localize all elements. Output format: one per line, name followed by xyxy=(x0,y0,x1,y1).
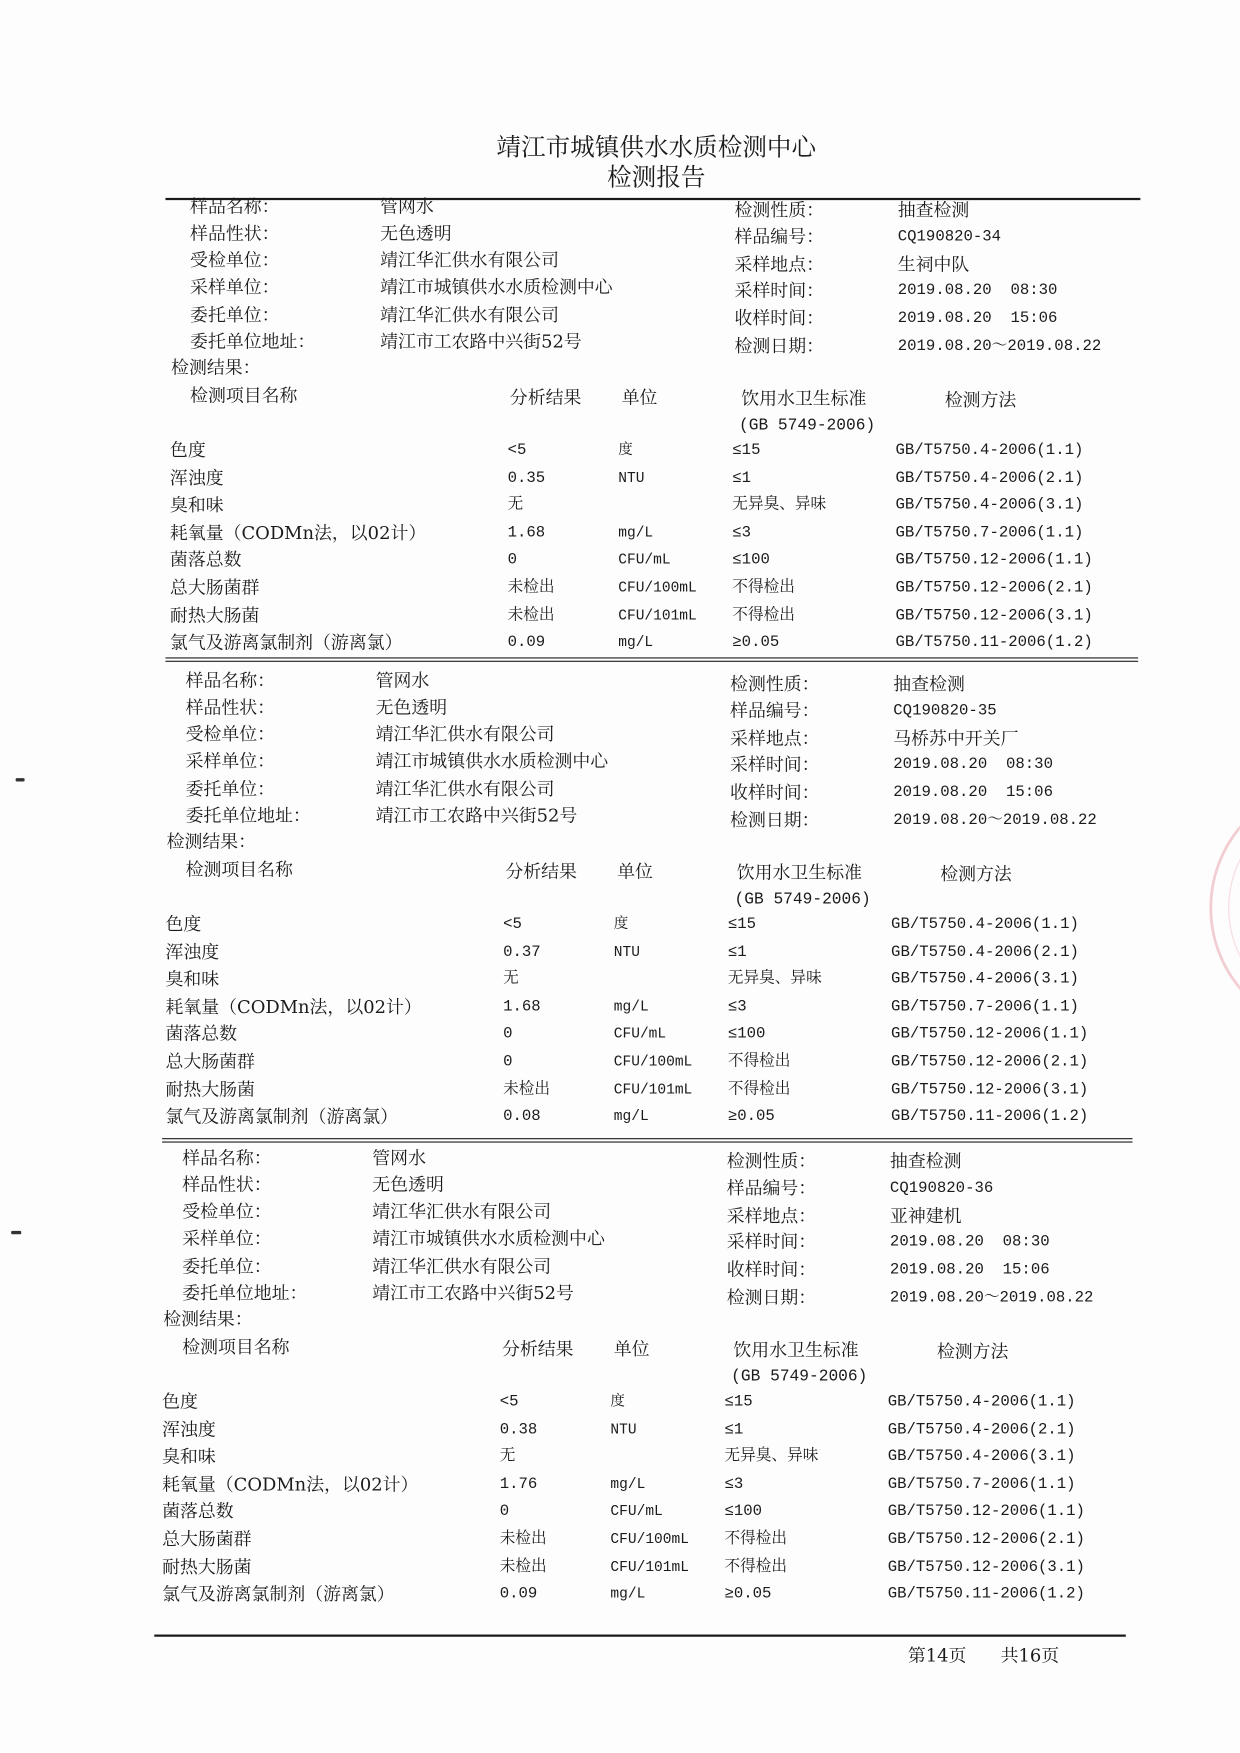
page-number: 第14页 xyxy=(907,1644,967,1666)
client-address-label: 委托单位地址： xyxy=(190,330,316,353)
table-row xyxy=(0,1106,1235,1128)
result-value: 未检出 xyxy=(499,1530,547,1549)
client-unit-value: 靖江华汇供水有限公司 xyxy=(375,778,555,800)
item-name: 浑浊度 xyxy=(169,467,224,489)
sampling-time-label: 采样时间： xyxy=(730,753,820,775)
test-type-value: 抽查检测 xyxy=(889,1150,962,1172)
result-value: 1.68 xyxy=(503,998,541,1017)
standard-limit: ≤3 xyxy=(732,524,752,543)
sample-number-value: CQ190820-35 xyxy=(893,702,997,720)
standard-limit: ≤3 xyxy=(727,998,747,1017)
test-method: GB/T5750.4-2006(1.1) xyxy=(895,441,1084,460)
result-value: 未检出 xyxy=(499,1558,547,1577)
unit: 度 xyxy=(618,441,633,459)
section-divider xyxy=(165,657,1138,661)
standard-limit: ≤100 xyxy=(724,1502,763,1521)
standard-limit: 不得检出 xyxy=(724,1558,788,1577)
table-row xyxy=(0,522,1240,544)
column-header-unit: 单位 xyxy=(617,860,653,883)
sampling-unit-label: 采样单位： xyxy=(182,1227,272,1249)
test-method: GB/T5750.12-2006(2.1) xyxy=(891,1053,1089,1072)
sampling-site-value: 生祠中队 xyxy=(897,253,970,276)
test-method: GB/T5750.4-2006(3.1) xyxy=(887,1447,1076,1466)
item-name: 氯气及游离氯制剂（游离氯） xyxy=(165,1105,399,1127)
receipt-time-value: 2019.08.20 15:06 xyxy=(897,309,1058,328)
sample-number-label: 样品编号： xyxy=(734,225,824,248)
table-row xyxy=(0,1079,1235,1101)
column-header-method: 检测方法 xyxy=(936,1340,1009,1362)
standard-limit: 无异臭、异味 xyxy=(724,1447,819,1466)
item-name: 氯气及游离氯制剂（游离氯） xyxy=(169,631,403,653)
test-method: GB/T5750.4-2006(1.1) xyxy=(887,1393,1076,1411)
table-row xyxy=(0,439,1240,461)
unit: CFU/101mL xyxy=(618,607,697,624)
unit: CFU/100mL xyxy=(618,579,697,596)
result-value: 无 xyxy=(499,1447,516,1466)
unit: CFU/mL xyxy=(618,551,671,568)
result-value: 0 xyxy=(507,551,517,570)
table-row xyxy=(0,1528,1232,1550)
item-name: 耗氧量（CODMn法，以02计） xyxy=(169,522,427,544)
standard-limit: ≥0.05 xyxy=(724,1585,772,1604)
item-name: 菌落总数 xyxy=(169,548,242,571)
result-value: 0.08 xyxy=(503,1107,541,1126)
unit: mg/L xyxy=(610,1585,646,1603)
test-method: GB/T5750.12-2006(3.1) xyxy=(891,1081,1089,1099)
test-type-value: 抽查检测 xyxy=(893,673,965,695)
sampling-site-label: 采样地点： xyxy=(726,1205,817,1227)
sample-name-value: 管网水 xyxy=(380,195,434,217)
item-name: 耐热大肠菌 xyxy=(165,1078,255,1101)
results-heading: 检测结果： xyxy=(163,1308,253,1330)
sampling-time-label: 采样时间： xyxy=(734,279,824,301)
client-address-label: 委托单位地址： xyxy=(185,804,311,827)
item-name: 臭和味 xyxy=(165,968,220,990)
item-name: 色度 xyxy=(165,913,202,935)
sample-number-label: 样品编号： xyxy=(730,699,820,722)
result-value: 0.09 xyxy=(499,1585,538,1604)
sample-name-value: 管网水 xyxy=(375,669,430,691)
receipt-time-value: 2019.08.20 15:06 xyxy=(889,1261,1050,1279)
item-name: 浑浊度 xyxy=(165,941,220,963)
column-header-item: 检测项目名称 xyxy=(182,1336,290,1358)
table-row xyxy=(0,1446,1232,1468)
standard-limit: 不得检出 xyxy=(732,579,795,598)
item-name: 色度 xyxy=(162,1390,198,1413)
standard-limit: 不得检出 xyxy=(727,1053,791,1072)
unit: CFU/101mL xyxy=(610,1558,689,1576)
sample-number-value: CQ190820-36 xyxy=(889,1179,994,1198)
client-unit-value: 靖江华汇供水有限公司 xyxy=(380,304,560,326)
test-date-value: 2019.08.20～2019.08.22 xyxy=(893,811,1097,830)
unit: mg/L xyxy=(618,524,654,542)
test-date-label: 检测日期： xyxy=(726,1286,817,1309)
sampling-unit-value: 靖江市城镇供水水质检测中心 xyxy=(380,276,613,298)
test-type-label: 检测性质： xyxy=(730,673,820,695)
item-name: 臭和味 xyxy=(169,494,224,516)
test-method: GB/T5750.4-2006(2.1) xyxy=(887,1420,1076,1439)
test-method: GB/T5750.7-2006(1.1) xyxy=(895,524,1084,543)
client-address-value: 靖江市工农路中兴街52号 xyxy=(372,1282,574,1304)
table-row xyxy=(0,1474,1232,1496)
standard-limit: 无异臭、异味 xyxy=(732,496,827,515)
sample-appearance-value: 无色透明 xyxy=(372,1173,444,1196)
report-title: 检测报告 xyxy=(607,164,706,193)
item-name: 色度 xyxy=(169,439,206,461)
result-value: 0 xyxy=(503,1025,513,1044)
test-method: GB/T5750.11-2006(1.2) xyxy=(891,1107,1089,1126)
unit: CFU/100mL xyxy=(610,1530,689,1548)
standard-limit: 无异臭、异味 xyxy=(727,970,822,989)
result-value: 0.09 xyxy=(507,633,546,652)
test-method: GB/T5750.4-2006(3.1) xyxy=(895,496,1084,515)
unit: NTU xyxy=(613,943,640,961)
standard-limit: ≤15 xyxy=(727,915,757,934)
column-header-standard-ref: (GB 5749-2006) xyxy=(734,891,871,909)
column-header-standard: 饮用水卫生标准 xyxy=(733,1339,859,1361)
test-method: GB/T5750.4-2006(3.1) xyxy=(891,970,1079,989)
inspected-unit-label: 受检单位： xyxy=(185,723,276,745)
test-date-value: 2019.08.20～2019.08.22 xyxy=(889,1289,1094,1307)
result-value: 0.38 xyxy=(499,1420,538,1439)
standard-limit: ≤100 xyxy=(727,1025,766,1044)
sampling-site-label: 采样地点： xyxy=(734,253,824,276)
result-value: 未检出 xyxy=(503,1081,551,1099)
unit: mg/L xyxy=(613,998,649,1016)
test-date-label: 检测日期： xyxy=(734,335,824,357)
standard-limit: ≤1 xyxy=(727,943,747,962)
sampling-time-value: 2019.08.20 08:30 xyxy=(893,755,1053,774)
column-header-standard-ref: (GB 5749-2006) xyxy=(738,417,876,435)
column-header-standard: 饮用水卫生标准 xyxy=(741,387,867,410)
table-row xyxy=(0,632,1240,654)
table-row xyxy=(0,467,1240,489)
result-value: 无 xyxy=(507,496,524,515)
sample-appearance-label: 样品性状： xyxy=(182,1173,272,1196)
result-value: <5 xyxy=(507,441,527,460)
item-name: 浑浊度 xyxy=(162,1418,216,1440)
sampling-unit-label: 采样单位： xyxy=(190,276,280,298)
unit: mg/L xyxy=(618,633,654,651)
item-name: 总大肠菌群 xyxy=(162,1528,252,1550)
test-method: GB/T5750.11-2006(1.2) xyxy=(895,633,1093,652)
standard-limit: ≤100 xyxy=(732,551,770,570)
table-row xyxy=(0,494,1240,516)
item-name: 菌落总数 xyxy=(165,1022,238,1045)
inspected-unit-value: 靖江华汇供水有限公司 xyxy=(375,723,555,745)
column-header-item: 检测项目名称 xyxy=(190,384,298,406)
test-method: GB/T5750.4-2006(2.1) xyxy=(895,469,1084,488)
section-divider xyxy=(162,1138,1132,1142)
standard-limit: ≤15 xyxy=(732,441,761,460)
sample-number-label: 样品编号： xyxy=(726,1177,817,1199)
column-header-unit: 单位 xyxy=(613,1338,650,1360)
unit: CFU/mL xyxy=(610,1502,663,1520)
table-row xyxy=(0,549,1240,571)
item-name: 耐热大肠菌 xyxy=(169,604,260,627)
standard-limit: 不得检出 xyxy=(727,1081,791,1099)
table-row xyxy=(0,968,1235,990)
receipt-time-value: 2019.08.20 15:06 xyxy=(893,783,1053,802)
table-row xyxy=(0,1023,1235,1045)
item-name: 耗氧量（CODMn法，以02计） xyxy=(162,1473,419,1495)
column-header-method: 检测方法 xyxy=(944,389,1017,411)
sampling-site-value: 亚神建机 xyxy=(889,1205,962,1227)
item-name: 总大肠菌群 xyxy=(169,576,260,599)
table-row xyxy=(0,605,1240,627)
result-value: 1.76 xyxy=(499,1475,538,1494)
sample-number-value: CQ190820-34 xyxy=(897,228,1002,246)
column-header-method: 检测方法 xyxy=(940,863,1012,885)
test-method: GB/T5750.4-2006(1.1) xyxy=(891,915,1079,934)
column-header-result: 分析结果 xyxy=(501,1338,574,1360)
client-address-value: 靖江市工农路中兴街52号 xyxy=(375,804,578,827)
column-header-unit: 单位 xyxy=(621,386,658,409)
item-name: 耐热大肠菌 xyxy=(162,1556,252,1578)
unit: CFU/100mL xyxy=(613,1053,693,1070)
unit: NTU xyxy=(610,1420,637,1438)
result-value: 无 xyxy=(503,970,519,989)
sample-appearance-label: 样品性状： xyxy=(190,222,280,244)
test-method: GB/T5750.12-2006(1.1) xyxy=(895,551,1093,570)
test-method: GB/T5750.11-2006(1.2) xyxy=(887,1585,1085,1604)
standard-limit: ≤15 xyxy=(724,1393,753,1411)
header-rule xyxy=(165,198,1140,200)
table-row xyxy=(0,1051,1235,1073)
result-value: 0.37 xyxy=(503,943,541,962)
unit: CFU/mL xyxy=(613,1025,667,1042)
test-date-value: 2019.08.20～2019.08.22 xyxy=(897,337,1102,356)
standard-limit: ≤1 xyxy=(724,1420,744,1439)
receipt-time-label: 收样时间： xyxy=(726,1258,817,1281)
results-heading: 检测结果： xyxy=(166,830,257,852)
sample-name-label: 样品名称： xyxy=(190,195,280,217)
test-date-label: 检测日期： xyxy=(730,809,820,831)
receipt-time-label: 收样时间： xyxy=(730,781,820,803)
result-value: 1.68 xyxy=(507,524,546,543)
result-value: 0 xyxy=(503,1053,513,1072)
item-name: 总大肠菌群 xyxy=(165,1050,255,1073)
scan-mark xyxy=(16,778,25,781)
test-type-label: 检测性质： xyxy=(726,1150,817,1172)
unit: mg/L xyxy=(613,1107,649,1125)
org-title: 靖江市城镇供水水质检测中心 xyxy=(496,134,817,163)
table-row xyxy=(0,1556,1232,1578)
standard-limit: 不得检出 xyxy=(732,607,795,625)
unit: 度 xyxy=(613,915,629,933)
standard-limit: ≥0.05 xyxy=(727,1107,775,1126)
column-header-item: 检测项目名称 xyxy=(185,858,293,880)
column-header-standard: 饮用水卫生标准 xyxy=(736,861,862,884)
inspected-unit-label: 受检单位： xyxy=(190,249,280,271)
results-heading: 检测结果： xyxy=(171,356,261,378)
sample-appearance-value: 无色透明 xyxy=(380,222,452,244)
client-unit-label: 委托单位： xyxy=(185,778,276,800)
column-header-standard-ref: (GB 5749-2006) xyxy=(731,1368,868,1387)
result-value: 未检出 xyxy=(507,579,555,598)
result-value: 0.35 xyxy=(507,469,546,488)
table-row xyxy=(0,1391,1232,1413)
footer-rule xyxy=(154,1635,1126,1637)
table-row xyxy=(0,1583,1232,1605)
test-method: GB/T5750.12-2006(1.1) xyxy=(891,1025,1089,1044)
standard-limit: ≥0.05 xyxy=(732,633,780,652)
test-type-value: 抽查检测 xyxy=(897,199,970,221)
standard-limit: ≤3 xyxy=(724,1475,744,1494)
client-address-label: 委托单位地址： xyxy=(182,1282,308,1304)
test-method: GB/T5750.7-2006(1.1) xyxy=(887,1475,1076,1494)
receipt-time-label: 收样时间： xyxy=(734,307,824,329)
column-header-result: 分析结果 xyxy=(505,860,577,883)
table-row xyxy=(0,1419,1232,1441)
sample-appearance-value: 无色透明 xyxy=(375,696,448,718)
unit: mg/L xyxy=(610,1475,646,1493)
inspected-unit-label: 受检单位： xyxy=(182,1200,272,1222)
client-unit-label: 委托单位： xyxy=(190,304,280,326)
unit: 度 xyxy=(610,1393,625,1410)
table-row xyxy=(0,913,1235,935)
test-method: GB/T5750.12-2006(2.1) xyxy=(895,579,1093,598)
sample-name-label: 样品名称： xyxy=(185,669,276,691)
inspected-unit-value: 靖江华汇供水有限公司 xyxy=(380,249,560,271)
client-unit-value: 靖江华汇供水有限公司 xyxy=(372,1255,552,1277)
unit: CFU/101mL xyxy=(613,1081,693,1098)
result-value: 未检出 xyxy=(507,607,555,625)
table-row xyxy=(0,577,1240,599)
sampling-site-value: 马桥苏中开关厂 xyxy=(893,727,1019,750)
sampling-time-label: 采样时间： xyxy=(726,1230,817,1253)
sampling-unit-value: 靖江市城镇供水水质检测中心 xyxy=(375,750,609,772)
sampling-time-value: 2019.08.20 08:30 xyxy=(889,1233,1050,1252)
result-value: <5 xyxy=(499,1393,519,1411)
sample-name-label: 样品名称： xyxy=(182,1147,272,1169)
page-total: 共16页 xyxy=(1000,1644,1060,1666)
test-method: GB/T5750.4-2006(2.1) xyxy=(891,943,1079,962)
column-header-result: 分析结果 xyxy=(509,386,582,409)
scan-mark xyxy=(11,1231,21,1234)
result-value: 0 xyxy=(499,1502,510,1521)
sampling-site-label: 采样地点： xyxy=(730,727,820,750)
test-method: GB/T5750.12-2006(3.1) xyxy=(895,607,1093,625)
result-value: <5 xyxy=(503,915,522,934)
item-name: 菌落总数 xyxy=(162,1500,234,1522)
sampling-unit-label: 采样单位： xyxy=(185,750,276,772)
inspected-unit-value: 靖江华汇供水有限公司 xyxy=(372,1200,552,1222)
client-address-value: 靖江市工农路中兴街52号 xyxy=(380,330,582,353)
item-name: 氯气及游离氯制剂（游离氯） xyxy=(162,1583,395,1605)
sampling-time-value: 2019.08.20 08:30 xyxy=(897,281,1058,300)
test-method: GB/T5750.12-2006(1.1) xyxy=(887,1502,1085,1521)
test-method: GB/T5750.7-2006(1.1) xyxy=(891,998,1079,1017)
unit: NTU xyxy=(618,469,645,487)
standard-limit: 不得检出 xyxy=(724,1530,788,1549)
sample-appearance-label: 样品性状： xyxy=(185,696,276,718)
test-method: GB/T5750.12-2006(2.1) xyxy=(887,1530,1085,1549)
client-unit-label: 委托单位： xyxy=(182,1255,272,1277)
table-row xyxy=(0,996,1235,1018)
standard-limit: ≤1 xyxy=(732,469,752,488)
item-name: 臭和味 xyxy=(162,1445,216,1467)
table-row xyxy=(0,1500,1232,1522)
sampling-unit-value: 靖江市城镇供水水质检测中心 xyxy=(372,1227,605,1249)
table-row xyxy=(0,941,1235,963)
sample-name-value: 管网水 xyxy=(372,1147,426,1169)
test-method: GB/T5750.12-2006(3.1) xyxy=(887,1558,1085,1577)
test-type-label: 检测性质： xyxy=(734,199,824,221)
item-name: 耗氧量（CODMn法，以02计） xyxy=(165,996,422,1018)
